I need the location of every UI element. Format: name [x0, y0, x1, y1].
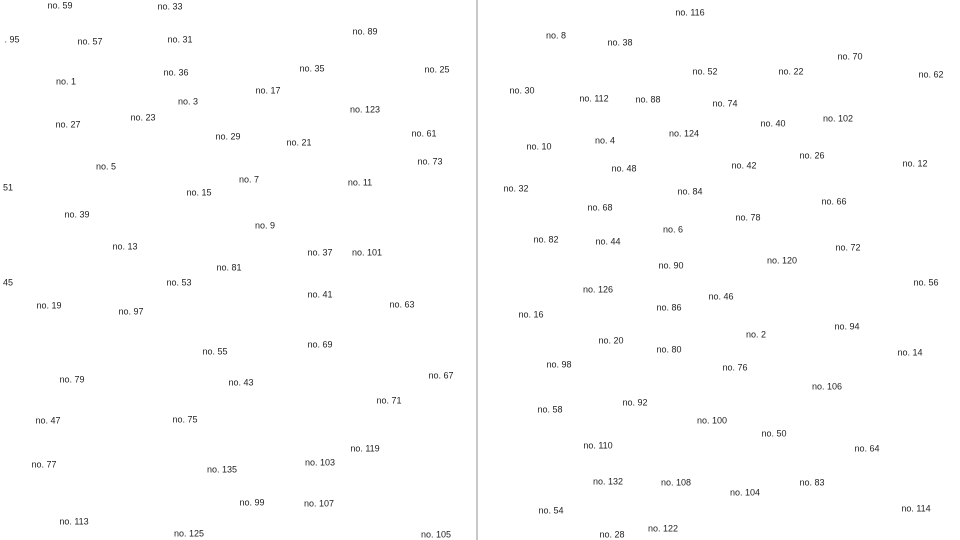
node-label: no. 2: [745, 329, 767, 340]
node-label: no. 94: [834, 321, 860, 332]
node-label: no. 32: [503, 183, 529, 194]
node-label: no. 1: [55, 76, 77, 87]
node-label: no. 22: [778, 66, 804, 77]
node-label: no. 82: [533, 234, 559, 245]
node-label: no. 14: [897, 347, 923, 358]
node-label: no. 11: [347, 177, 373, 188]
node-label: no. 63: [389, 299, 415, 310]
node-label: no. 122: [647, 523, 679, 534]
node-label: 45: [2, 277, 14, 288]
node-label: no. 126: [582, 284, 614, 295]
node-label: no. 90: [658, 260, 684, 271]
node-label: no. 77: [31, 459, 57, 470]
node-label: no. 103: [304, 457, 336, 468]
node-label: no. 9: [254, 220, 276, 231]
node-label: no. 57: [77, 36, 103, 47]
node-label: no. 20: [598, 335, 624, 346]
node-label: no. 99: [239, 497, 265, 508]
node-label: no. 8: [545, 30, 567, 41]
node-label: no. 37: [307, 247, 333, 258]
node-label: no. 44: [595, 236, 621, 247]
node-label: no. 58: [537, 404, 563, 415]
node-label: no. 5: [95, 161, 117, 172]
node-label: no. 31: [167, 34, 193, 45]
node-label: no. 71: [376, 395, 402, 406]
node-label: no. 33: [157, 1, 183, 12]
node-label: no. 28: [599, 529, 625, 539]
node-label: no. 102: [822, 113, 854, 124]
node-label: no. 54: [538, 505, 564, 516]
node-label: no. 6: [662, 224, 684, 235]
node-label: no. 26: [799, 150, 825, 161]
node-label: no. 12: [902, 158, 928, 169]
node-label: no. 100: [696, 415, 728, 426]
node-label: no. 107: [303, 498, 335, 509]
node-label: no. 36: [163, 67, 189, 78]
node-label: no. 25: [424, 64, 450, 75]
node-label: no. 29: [215, 131, 241, 142]
node-label: no. 10: [526, 141, 552, 152]
node-label: no. 75: [172, 414, 198, 425]
node-label: no. 40: [760, 118, 786, 129]
node-label: no. 98: [546, 359, 572, 370]
panel-divider: [476, 0, 478, 540]
node-label: no. 64: [854, 443, 880, 454]
node-label: no. 61: [411, 128, 437, 139]
node-label: no. 79: [59, 374, 85, 385]
node-label: no. 3: [177, 96, 199, 107]
node-label: no. 4: [594, 135, 616, 146]
node-label: no. 66: [821, 196, 847, 207]
node-label: no. 84: [677, 186, 703, 197]
node-label: no. 68: [587, 202, 613, 213]
node-label: no. 105: [420, 529, 452, 540]
node-label: no. 110: [583, 440, 613, 451]
node-label: no. 108: [660, 477, 692, 488]
node-label: no. 132: [592, 476, 624, 487]
node-label: no. 112: [579, 93, 609, 104]
node-label: no. 78: [735, 212, 761, 223]
node-label: no. 48: [611, 163, 637, 174]
node-label: no. 104: [729, 487, 761, 498]
node-label: no. 86: [656, 302, 682, 313]
node-label: no. 43: [228, 377, 254, 388]
node-label: no. 39: [64, 209, 90, 220]
node-label: no. 35: [299, 63, 325, 74]
node-label: no. 76: [722, 362, 748, 373]
node-label: no. 72: [835, 242, 861, 253]
node-label: no. 119: [350, 443, 380, 454]
node-label: no. 19: [36, 300, 62, 311]
node-label: no. 125: [173, 528, 205, 539]
node-label: no. 42: [731, 160, 757, 171]
node-label: no. 83: [799, 477, 825, 488]
node-label: no. 38: [607, 37, 633, 48]
node-label: no. 15: [186, 187, 212, 198]
node-label: no. 59: [47, 0, 73, 10]
node-label: no. 13: [112, 241, 138, 252]
node-label: no. 124: [668, 128, 700, 139]
node-label: no. 106: [811, 381, 843, 392]
node-label: no. 30: [509, 85, 535, 96]
node-label: no. 123: [349, 104, 381, 115]
node-label: . 95: [4, 34, 20, 45]
node-label: no. 114: [901, 503, 931, 514]
node-label: no. 116: [675, 7, 705, 18]
node-label: no. 70: [837, 51, 863, 62]
node-label: no. 135: [206, 464, 238, 475]
node-label: no. 55: [202, 346, 228, 357]
node-label: 51: [2, 182, 14, 193]
node-label: no. 56: [913, 277, 939, 288]
node-label: no. 92: [622, 397, 648, 408]
node-label: no. 69: [307, 339, 333, 350]
node-label: no. 52: [692, 66, 718, 77]
node-label: no. 73: [417, 156, 443, 167]
node-label: no. 21: [286, 137, 312, 148]
node-label: no. 89: [352, 26, 378, 37]
node-label: no. 41: [307, 289, 333, 300]
node-label: no. 23: [130, 112, 156, 123]
node-label: no. 16: [518, 309, 544, 320]
node-label: no. 101: [351, 247, 383, 258]
node-label: no. 46: [708, 291, 734, 302]
node-label: no. 67: [428, 370, 454, 381]
node-label: no. 53: [166, 277, 192, 288]
node-label: no. 97: [118, 306, 144, 317]
node-label: no. 88: [635, 94, 661, 105]
node-label: no. 81: [216, 262, 242, 273]
node-label: no. 62: [918, 69, 944, 80]
node-label: no. 113: [59, 516, 89, 527]
node-label: no. 17: [255, 85, 281, 96]
node-label: no. 80: [656, 344, 682, 355]
node-label: no. 120: [766, 255, 798, 266]
node-label: no. 7: [238, 174, 260, 185]
node-label: no. 50: [761, 428, 787, 439]
node-label: no. 74: [712, 98, 738, 109]
node-label: no. 47: [35, 415, 61, 426]
node-label: no. 27: [55, 119, 81, 130]
